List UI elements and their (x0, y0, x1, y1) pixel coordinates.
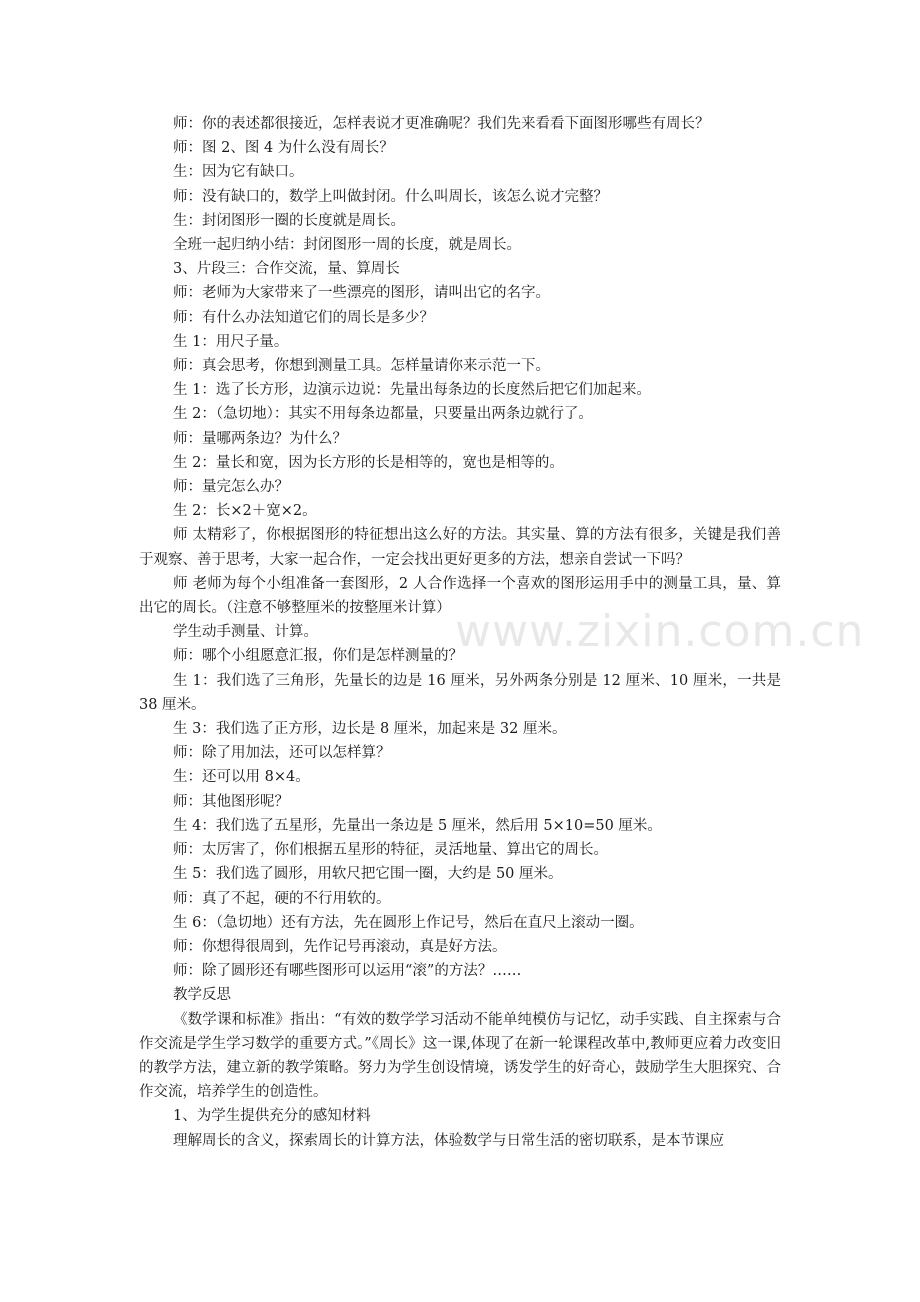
text-line: 生 1：用尺子量。 (173, 333, 289, 350)
text-line: 师：有什么办法知道它们的周长是多少？ (173, 309, 434, 326)
section-heading: 1、为学生提供充分的感知材料 (173, 1108, 371, 1125)
text-line: 生：还可以用 8×4。 (173, 769, 310, 786)
paragraph: 《数学课和标准》指出：“有效的数学学习活动不能单纯模仿与记忆，动手实践、自主探索与合作交流是学生学习数学的重要方式。”《周长》这一课,体现了在新一轮课程改革中,教师更应着力改变旧的教学方法，建立新的教学策略。努力为学生创设情境，诱发学生的好奇心，鼓励学生大胆探究、合作交流，培养学生的创造性。 (139, 1011, 781, 1101)
text-line: 师：量完怎么办？ (173, 479, 289, 496)
text-line: 师：除了圆形还有哪些图形可以运用“滚”的方法？…… (173, 963, 522, 980)
text-line: 师：没有缺口的，数学上叫做封闭。什么叫周长，该怎么说才完整？ (173, 188, 608, 205)
text-line: 师：哪个小组愿意汇报，你们是怎样测量的？ (173, 648, 463, 665)
text-line: 生 5：我们选了圆形，用软尺把它围一圈，大约是 50 厘米。 (173, 866, 563, 883)
text-line: 生 6：（急切地）还有方法，先在圆形上作记号，然后在直尺上滚动一圈。 (173, 914, 644, 931)
text-line: 师：除了用加法，还可以怎样算？ (173, 745, 391, 762)
text-line: 师：量哪两条边？为什么？ (173, 430, 347, 447)
text-line: 全班一起归纳小结：封闭图形一周的长度，就是周长。 (173, 237, 521, 254)
paragraph: 师 太精彩了，你根据图形的特征想出这么好的方法。其实量、算的方法有很多，关键是我们善于观察、善于思考，大家一起合作，一定会找出更好更多的方法，想亲自尝试一下吗？ (139, 527, 781, 568)
text-line: 生：封闭图形一圈的长度就是周长。 (173, 212, 405, 229)
text-line: 生 2：长×2＋宽×2。 (173, 503, 317, 520)
text-line: 师：其他图形呢？ (173, 793, 289, 810)
text-line: 师：真会思考，你想到测量工具。怎样量请你来示范一下。 (173, 358, 550, 375)
watermark: www.zixin.com.cn (455, 606, 865, 657)
text-line: 生 2：（急切地）：其实不用每条边都量，只要量出两条边就行了。 (173, 406, 593, 423)
text-line: 师：图 2、图 4 为什么没有周长？ (173, 140, 394, 157)
text-line: 生 1：选了长方形，边演示边说：先量出每条边的长度然后把它们加起来。 (173, 382, 651, 399)
text-line: 师：你的表述都很接近，怎样表说才更准确呢？我们先来看看下面图形哪些有周长？ (173, 116, 710, 132)
text-line: 生 3：我们选了正方形，边长是 8 厘米，加起来是 32 厘米。 (173, 721, 567, 738)
text-line: 生 2：量长和宽，因为长方形的长是相等的，宽也是相等的。 (173, 454, 564, 471)
paragraph: 师 老师为每个小组准备一套图形，2 人合作选择一个喜欢的图形运用手中的测量工具，量、算出它的周长。（注意不够整厘米的按整厘米计算） (139, 575, 781, 617)
text-line: 师：真了不起，硬的不行用软的。 (173, 890, 391, 907)
text-line: 师：你想得很周到，先作记号再滚动，真是好方法。 (173, 938, 507, 955)
text-line: 生 4：我们选了五星形，先量出一条边是 5 厘米，然后用 5×10=50 厘米。 (173, 817, 662, 834)
section-heading: 3、片段三：合作交流，量、算周长 (173, 261, 400, 278)
text-line: 理解周长的含义，探索周长的计算方法，体验数学与日常生活的密切联系，是本节课应 (173, 1132, 724, 1149)
text-line: 师：老师为大家带来了一些漂亮的图形，请叫出它的名字。 (173, 285, 550, 302)
document-body (139, 112, 781, 1153)
paragraph: 生 1：我们选了三角形，先量长的边是 16 厘米，另外两条分别是 12 厘米、10 厘米，一共是 38 厘米。 (139, 672, 781, 713)
text-line: 师：太厉害了，你们根据五星形的特征，灵活地量、算出它的周长。 (173, 842, 608, 859)
text-line: 生：因为它有缺口。 (173, 164, 304, 181)
section-heading: 教学反思 (173, 987, 231, 1004)
text-line: 学生动手测量、计算。 (173, 624, 318, 641)
